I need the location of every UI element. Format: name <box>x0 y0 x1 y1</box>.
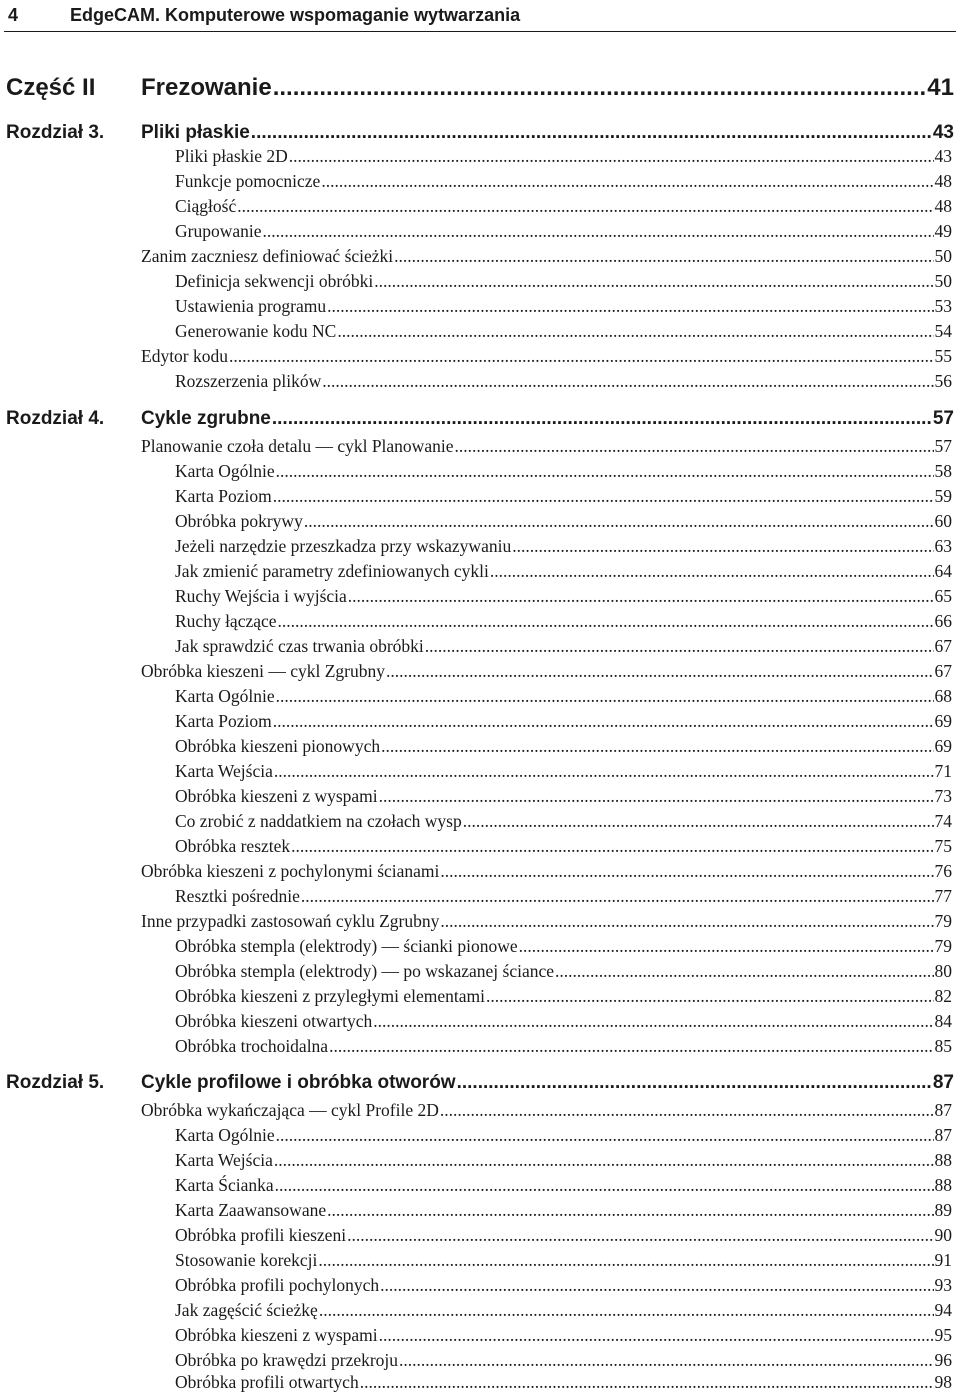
toc-entry-page: 69 <box>934 736 952 756</box>
page-header <box>4 0 960 30</box>
page-number: 4 <box>8 4 19 25</box>
chapter-entry[interactable] <box>141 1072 954 1094</box>
toc-entry[interactable] <box>175 1325 952 1349</box>
chapter-heading <box>6 122 954 146</box>
dot-leader <box>360 1372 934 1393</box>
dot-leader <box>379 1325 934 1346</box>
toc-entry-page: 54 <box>934 321 952 341</box>
toc-entry-page: 82 <box>934 986 952 1006</box>
toc-entry-title: Obróbka pokrywy <box>175 511 303 531</box>
toc-entry-title: Karta Zaawansowane <box>175 1200 327 1220</box>
dot-leader <box>486 986 933 1007</box>
toc-entry[interactable] <box>175 536 952 560</box>
toc-entry[interactable] <box>175 511 952 535</box>
toc-entry-page: 91 <box>934 1250 952 1270</box>
chapter-label: Rozdział 4. <box>6 408 105 429</box>
chapter-heading <box>6 408 954 432</box>
toc-entry[interactable] <box>141 661 952 685</box>
toc-entry[interactable] <box>175 1175 952 1199</box>
toc-entry-title: Definicja sekwencji obróbki <box>175 271 374 291</box>
dot-leader <box>329 1036 933 1057</box>
toc-entry-title: Generowanie kodu NC <box>175 321 337 341</box>
toc-entry-page: 64 <box>934 561 952 581</box>
chapter-label: Rozdział 5. <box>6 1072 105 1093</box>
chapter-page: 57 <box>932 408 954 429</box>
toc-entry[interactable] <box>175 1225 952 1249</box>
part-title: Frezowanie <box>141 74 272 101</box>
dot-leader <box>322 371 933 392</box>
toc-entry[interactable] <box>175 686 952 710</box>
toc-entry-page: 79 <box>934 936 952 956</box>
toc-entry-page: 95 <box>934 1325 952 1345</box>
toc-entry-title: Obróbka profili kieszeni <box>175 1225 347 1245</box>
dot-leader <box>555 961 933 982</box>
toc-entry-page: 73 <box>934 786 952 806</box>
toc-entry[interactable] <box>175 371 952 395</box>
dot-leader <box>304 511 934 532</box>
toc-entry[interactable] <box>175 786 952 810</box>
toc-entry-page: 49 <box>934 221 952 241</box>
dot-leader <box>381 736 933 757</box>
toc-entry-page: 90 <box>934 1225 952 1245</box>
dot-leader <box>440 1100 934 1121</box>
toc-entry[interactable] <box>175 761 952 785</box>
toc-entry-title: Obróbka trochoidalna <box>175 1036 329 1056</box>
toc-entry-page: 59 <box>934 486 952 506</box>
toc-entry-page: 94 <box>934 1300 952 1320</box>
toc-entry-page: 85 <box>934 1036 952 1056</box>
toc-entry[interactable] <box>175 1125 952 1149</box>
toc-entry-page: 77 <box>934 886 952 906</box>
chapter-title: Pliki płaskie <box>141 122 250 143</box>
toc-entry-title: Karta Wejścia <box>175 1150 273 1170</box>
dot-leader <box>425 636 934 657</box>
toc-entry[interactable] <box>175 171 952 195</box>
toc-entry-title: Ustawienia programu <box>175 296 327 316</box>
toc-entry-title: Jeżeli narzędzie przeszkadza przy wskazywaniu <box>175 536 512 556</box>
dot-leader <box>276 1125 934 1146</box>
toc-entry-page: 57 <box>934 436 952 456</box>
toc-entry-title: Inne przypadki zastosowań cyklu Zgrubny <box>141 911 440 931</box>
toc-entry[interactable] <box>175 611 952 635</box>
toc-entry[interactable] <box>175 811 952 835</box>
toc-entry-title: Resztki pośrednie <box>175 886 300 906</box>
toc-entry-title: Funkcje pomocnicze <box>175 171 321 191</box>
toc-entry[interactable] <box>175 636 952 660</box>
dot-leader <box>519 936 934 957</box>
toc-entry-page: 60 <box>934 511 952 531</box>
toc-entry[interactable] <box>141 246 952 270</box>
toc-entry-page: 80 <box>934 961 952 981</box>
dot-leader <box>276 461 934 482</box>
part-entry[interactable] <box>141 74 954 102</box>
toc-entry-title: Obróbka kieszeni z wyspami <box>175 786 378 806</box>
toc-entry[interactable] <box>175 1300 952 1324</box>
toc-entry-page: 50 <box>934 246 952 266</box>
chapter-entry[interactable] <box>141 122 954 144</box>
toc-entry[interactable] <box>175 1150 952 1174</box>
toc-entry-page: 76 <box>934 861 952 881</box>
toc-entry[interactable] <box>141 1100 952 1124</box>
toc-entry-page: 88 <box>934 1150 952 1170</box>
toc-entry-title: Obróbka profili otwartych <box>175 1372 359 1392</box>
toc-entry-page: 84 <box>934 1011 952 1031</box>
toc-entry-title: Karta Ogólnie <box>175 1125 275 1145</box>
dot-leader <box>512 536 933 557</box>
toc-entry[interactable] <box>141 861 952 885</box>
toc-entry-title: Karta Poziom <box>175 711 272 731</box>
toc-entry[interactable] <box>175 1200 952 1224</box>
toc-entry-page: 98 <box>934 1372 952 1392</box>
part-page: 41 <box>927 74 954 101</box>
book-title: EdgeCAM. Komputerowe wspomaganie wytwarzania <box>70 4 521 25</box>
toc-entry-title: Zanim zaczniesz definiować ścieżki <box>141 246 394 266</box>
toc-entry-title: Obróbka kieszeni pionowych <box>175 736 381 756</box>
toc-entry-page: 50 <box>934 271 952 291</box>
dot-leader <box>379 786 934 807</box>
dot-leader <box>251 122 932 144</box>
chapter-label: Rozdział 3. <box>6 122 105 143</box>
dot-leader <box>301 886 934 907</box>
toc-entry-page: 88 <box>934 1175 952 1195</box>
dot-leader <box>263 221 934 242</box>
toc-entry[interactable] <box>175 1372 952 1396</box>
toc-entry[interactable] <box>175 1350 952 1374</box>
dot-leader <box>273 486 934 507</box>
toc-entry-title: Karta Poziom <box>175 486 272 506</box>
toc-entry-page: 68 <box>934 686 952 706</box>
toc-entry-title: Obróbka kieszeni z pochylonymi ścianami <box>141 861 440 881</box>
dot-leader <box>289 146 934 167</box>
dot-leader <box>337 321 933 342</box>
toc-entry[interactable] <box>175 296 952 320</box>
toc-entry[interactable] <box>175 221 952 245</box>
toc-entry-page: 55 <box>934 346 952 366</box>
toc-entry-title: Karta Ścianka <box>175 1175 274 1195</box>
toc-entry[interactable] <box>175 986 952 1010</box>
header-rule <box>4 31 956 32</box>
toc-entry-page: 67 <box>934 661 952 681</box>
chapter-page: 43 <box>932 122 954 143</box>
dot-leader <box>274 761 934 782</box>
toc-entry-page: 75 <box>934 836 952 856</box>
toc-entry[interactable] <box>175 486 952 510</box>
toc-entry[interactable] <box>175 1036 952 1060</box>
dot-leader <box>454 436 933 457</box>
toc-entry-page: 74 <box>934 811 952 831</box>
toc-entry-title: Karta Wejścia <box>175 761 273 781</box>
toc-entry[interactable] <box>175 886 952 910</box>
toc-entry-title: Rozszerzenia plików <box>175 371 322 391</box>
toc-entry[interactable] <box>141 911 952 935</box>
dot-leader <box>229 346 933 367</box>
dot-leader <box>374 271 933 292</box>
toc-entry[interactable] <box>175 736 952 760</box>
toc-entry-page: 58 <box>934 461 952 481</box>
toc-entry-page: 79 <box>934 911 952 931</box>
toc-entry-title: Obróbka wykańczająca — cykl Profile 2D <box>141 1100 439 1120</box>
chapter-heading <box>6 1072 954 1096</box>
toc-entry[interactable] <box>175 836 952 860</box>
toc-entry-title: Karta Ogólnie <box>175 461 275 481</box>
toc-entry[interactable] <box>175 1011 952 1035</box>
toc-entry-title: Obróbka profili pochylonych <box>175 1275 380 1295</box>
toc-entry-page: 93 <box>934 1275 952 1295</box>
dot-leader <box>273 74 927 102</box>
chapter-title: Cykle profilowe i obróbka otworów <box>141 1072 456 1093</box>
dot-leader <box>457 1072 932 1094</box>
dot-leader <box>394 246 933 267</box>
dot-leader <box>490 561 934 582</box>
toc-entry[interactable] <box>175 561 952 585</box>
toc-entry-title: Obróbka kieszeni — cykl Zgrubny <box>141 661 385 681</box>
toc-entry-page: 87 <box>934 1125 952 1145</box>
toc-entry-page: 66 <box>934 611 952 631</box>
dot-leader <box>463 811 934 832</box>
toc-entry-page: 63 <box>934 536 952 556</box>
part-heading <box>6 72 954 106</box>
toc-entry[interactable] <box>175 271 952 295</box>
toc-entry-title: Obróbka kieszeni z przyległymi elementami <box>175 986 486 1006</box>
toc-entry-title: Grupowanie <box>175 221 262 241</box>
dot-leader <box>347 1225 933 1246</box>
toc-entry-title: Obróbka resztek <box>175 836 291 856</box>
toc-entry[interactable] <box>141 436 952 460</box>
toc-entry-page: 71 <box>934 761 952 781</box>
toc-entry-page: 48 <box>934 171 952 191</box>
toc-entry[interactable] <box>175 1250 952 1274</box>
toc-entry-page: 87 <box>934 1100 952 1120</box>
dot-leader <box>440 861 933 882</box>
dot-leader <box>386 661 934 682</box>
chapter-entry[interactable] <box>141 408 954 430</box>
toc-entry-title: Obróbka stempla (elektrody) — ścianki pionowe <box>175 936 518 956</box>
toc-entry-title: Karta Ogólnie <box>175 686 275 706</box>
toc-entry[interactable] <box>175 1275 952 1299</box>
toc-entry[interactable] <box>175 196 952 220</box>
dot-leader <box>275 1175 934 1196</box>
dot-leader <box>373 1011 933 1032</box>
dot-leader <box>327 296 933 317</box>
toc-entry-title: Jak sprawdzić czas trwania obróbki <box>175 636 424 656</box>
dot-leader <box>291 836 933 857</box>
toc-entry-title: Stosowanie korekcji <box>175 1250 318 1270</box>
toc-entry-page: 69 <box>934 711 952 731</box>
dot-leader <box>348 586 934 607</box>
toc-entry[interactable] <box>175 321 952 345</box>
toc-entry-page: 65 <box>934 586 952 606</box>
toc-entry[interactable] <box>175 711 952 735</box>
part-label: Część II <box>6 74 96 101</box>
dot-leader <box>380 1275 933 1296</box>
toc-entry-page: 53 <box>934 296 952 316</box>
toc-entry-title: Co zrobić z naddatkiem na czołach wysp <box>175 811 462 831</box>
chapter-title: Cykle zgrubne <box>141 408 271 429</box>
toc-entry-title: Ciągłość <box>175 196 237 216</box>
chapter-page: 87 <box>932 1072 954 1093</box>
dot-leader <box>274 1150 934 1171</box>
toc-entry-title: Planowanie czoła detalu — cykl Planowanie <box>141 436 454 456</box>
dot-leader <box>327 1200 933 1221</box>
toc-entry-page: 96 <box>934 1350 952 1370</box>
toc-entry-page: 67 <box>934 636 952 656</box>
toc-entry-title: Ruchy łączące <box>175 611 277 631</box>
toc-entry[interactable] <box>141 346 952 370</box>
dot-leader <box>321 171 933 192</box>
toc-entry-title: Obróbka stempla (elektrody) — po wskazanej ściance <box>175 961 555 981</box>
dot-leader <box>318 1250 933 1271</box>
toc-entry[interactable] <box>175 961 952 985</box>
dot-leader <box>276 686 934 707</box>
toc-entry-page: 43 <box>934 146 952 166</box>
toc-entry-page: 56 <box>934 371 952 391</box>
toc-entry-title: Pliki płaskie 2D <box>175 146 288 166</box>
toc-entry[interactable] <box>175 461 952 485</box>
toc-entry[interactable] <box>175 586 952 610</box>
toc-entry-title: Obróbka kieszeni z wyspami <box>175 1325 378 1345</box>
toc-entry-title: Obróbka kieszeni otwartych <box>175 1011 373 1031</box>
dot-leader <box>278 611 934 632</box>
toc-entry-title: Edytor kodu <box>141 346 229 366</box>
toc-entry-title: Jak zmienić parametry zdefiniowanych cykli <box>175 561 489 581</box>
dot-leader <box>440 911 933 932</box>
dot-leader <box>319 1300 934 1321</box>
toc-entry-page: 89 <box>934 1200 952 1220</box>
toc-entry-title: Obróbka po krawędzi przekroju <box>175 1350 399 1370</box>
toc-entry[interactable] <box>175 146 952 170</box>
toc-entry-page: 48 <box>934 196 952 216</box>
dot-leader <box>273 711 934 732</box>
dot-leader <box>272 408 932 430</box>
toc-entry-title: Ruchy Wejścia i wyjścia <box>175 586 347 606</box>
dot-leader <box>237 196 933 217</box>
toc-entry[interactable] <box>175 936 952 960</box>
toc-entry-title: Jak zagęścić ścieżkę <box>175 1300 318 1320</box>
dot-leader <box>399 1350 933 1371</box>
